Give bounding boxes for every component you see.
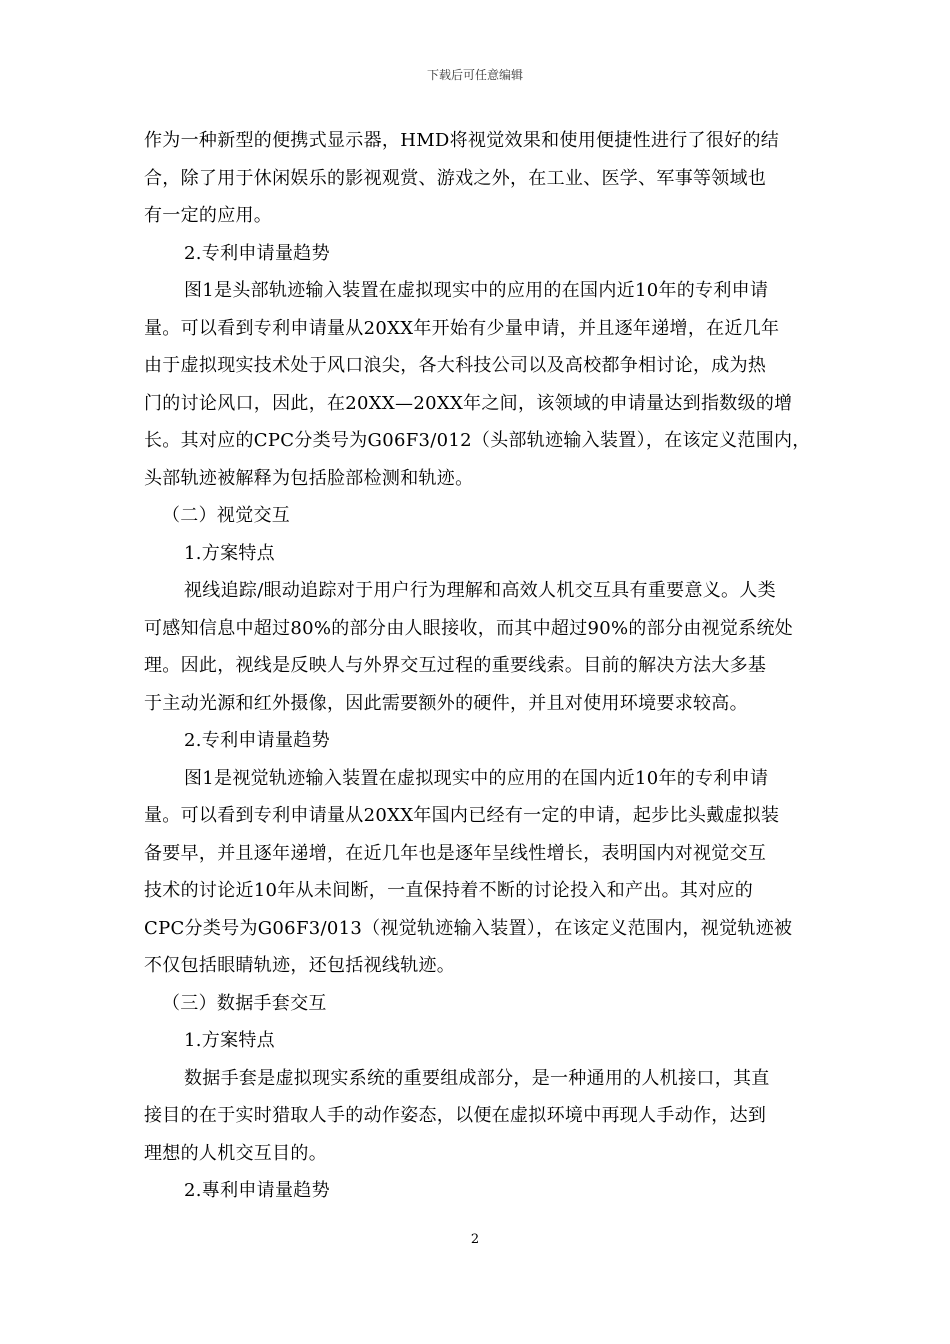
subsection-heading: 2.专利申请量趋势: [184, 730, 330, 751]
paragraph-line: 数据手套是虚拟现实系统的重要组成部分，是一种通用的人机接口，其直: [184, 1067, 770, 1089]
paragraph-line: 作为一种新型的便携式显示器，HMD将视觉效果和使用便捷性进行了很好的结: [144, 130, 780, 151]
paragraph-line: 有一定的应用。: [144, 205, 273, 226]
subsection-heading: 2.专利申请量趋势: [184, 242, 330, 264]
paragraph-line: 图1是头部轨迹输入装置在虚拟现实中的应用的在国内近10年的专利申请: [184, 280, 769, 301]
paragraph-line: 量。可以看到专利申请量从20XX年国内已经有一定的申请，起步比头戴虚拟装: [144, 805, 780, 826]
paragraph-line: CPC分类号为G06F3/013（视觉轨迹输入装置），在该定义范围内，视觉轨迹被: [144, 917, 793, 939]
subsection-heading: 1.方案特点: [184, 542, 275, 564]
paragraph-line: 理。因此，视线是反映人与外界交互过程的重要线索。目前的解决方法大多基: [144, 655, 767, 676]
subsection-heading: 2.專利申请量趋势: [184, 1180, 330, 1201]
page-header: 下载后可任意编辑: [426, 68, 523, 82]
section-heading: （三）数据手套交互: [162, 992, 327, 1014]
paragraph-line: 长。其对应的CPC分类号为G06F3/012（头部轨迹输入装置），在该定义范围内，: [144, 430, 811, 451]
paragraph-line: 理想的人机交互目的。: [144, 1142, 327, 1164]
paragraph-line: 量。可以看到专利申请量从20XX年开始有少量申请，并且逐年递增，在近几年: [144, 317, 780, 339]
subsection-heading: 1.方案特点: [184, 1030, 275, 1051]
section-heading: （二）视觉交互: [162, 505, 291, 526]
paragraph-line: 不仅包括眼睛轨迹，还包括视线轨迹。: [144, 955, 456, 976]
paragraph-line: 视线追踪/眼动追踪对于用户行为理解和高效人机交互具有重要意义。人类: [184, 580, 776, 601]
paragraph-line: 头部轨迹被解释为包括脸部检测和轨迹。: [144, 467, 474, 489]
paragraph-line: 于主动光源和红外摄像，因此需要额外的硬件，并且对使用环境要求较高。: [144, 692, 748, 714]
paragraph-line: 门的讨论风口，因此，在20XX—20XX年之间，该领域的申请量达到指数级的增: [144, 392, 793, 414]
paragraph-line: 可感知信息中超过80%的部分由人眼接收，而其中超过90%的部分由视觉系统处: [144, 617, 794, 639]
paragraph-line: 技术的讨论近10年从未间断，一直保持着不断的讨论投入和产出。其对应的: [144, 880, 754, 901]
paragraph-line: 接目的在于实时猎取人手的动作姿态，以便在虚拟环境中再现人手动作，达到: [144, 1105, 767, 1126]
document-body: [144, 122, 811, 1210]
paragraph-line: 图1是视觉轨迹输入装置在虚拟现实中的应用的在国内近10年的专利申请: [184, 767, 769, 789]
page-number: 2: [470, 1232, 480, 1247]
paragraph-line: 备要早，并且逐年递增，在近几年也是逐年呈线性增长，表明国内对视觉交互: [144, 842, 767, 864]
paragraph-line: 合，除了用于休闲娱乐的影视观赏、游戏之外，在工业、医学、军事等领域也: [144, 167, 767, 189]
paragraph-line: 由于虚拟现实技术处于风口浪尖，各大科技公司以及高校都争相讨论，成为热: [144, 355, 767, 376]
